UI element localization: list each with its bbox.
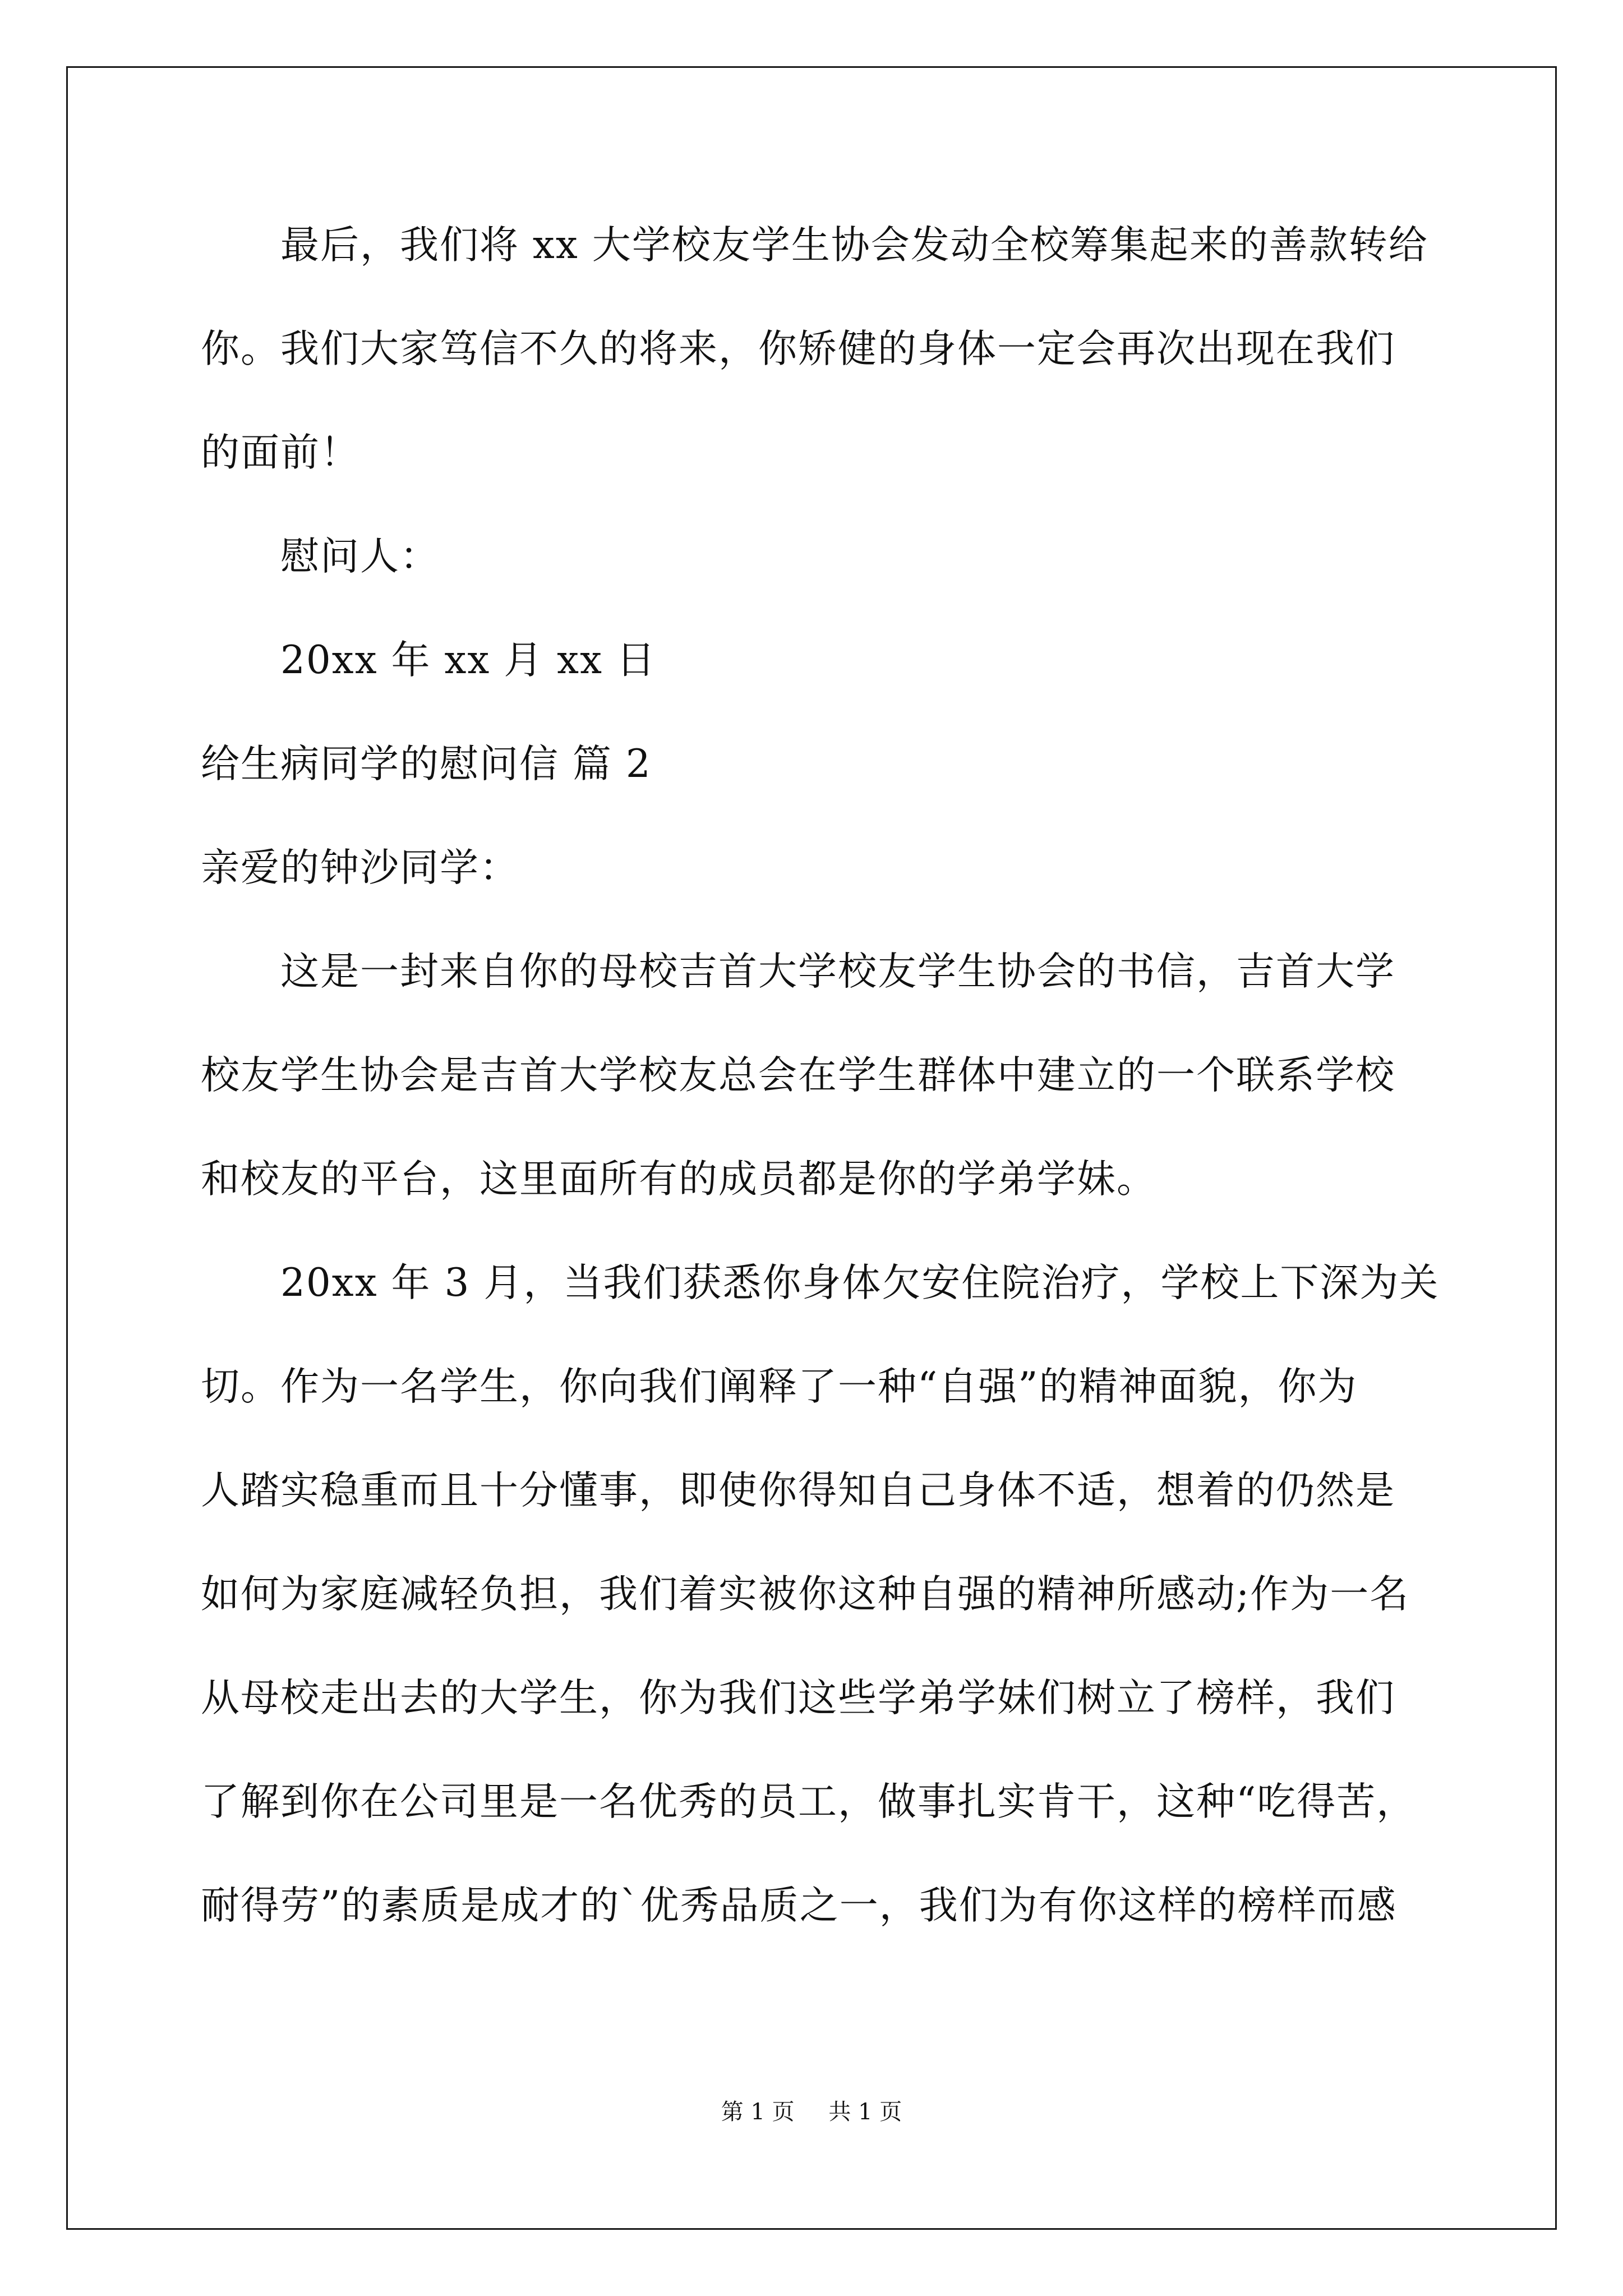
paragraph-line: 你。我们大家笃信不久的将来，你矫健的身体一定会再次出现在我们	[201, 326, 1395, 371]
signature-label: 慰问人：	[280, 534, 440, 579]
page-footer	[0, 2098, 1623, 2126]
paragraph-line: 这是一封来自你的母校吉首大学校友学生协会的书信，吉首大学	[280, 949, 1395, 994]
paragraph-line: 如何为家庭减轻负担，我们着实被你这种自强的精神所感动;作为一名	[201, 1572, 1410, 1617]
paragraph-line: 切。作为一名学生，你向我们阐释了一种“自强”的精神面貌，你为	[201, 1364, 1358, 1409]
paragraph-line: 耐得劳”的素质是成才的`优秀品质之一，我们为有你这样的榜样而感	[201, 1883, 1397, 1928]
paragraph-line: 校友学生协会是吉首大学校友总会在学生群体中建立的一个联系学校	[201, 1053, 1395, 1098]
page-number: 第 1 页	[721, 2099, 795, 2125]
date-line: 20xx 年 xx 月 xx 日	[280, 638, 656, 683]
salutation: 亲爱的钟沙同学：	[201, 845, 519, 890]
paragraph-line: 的面前！	[201, 430, 360, 475]
paragraph-line: 了解到你在公司里是一名优秀的员工，做事扎实肯干，这种“吃得苦，	[201, 1779, 1417, 1824]
paragraph-line: 人踏实稳重而且十分懂事，即使你得知自己身体不适，想着的仍然是	[201, 1468, 1395, 1513]
page-total: 共 1 页	[828, 2099, 902, 2125]
section-title: 给生病同学的慰问信 篇 2	[201, 742, 652, 786]
paragraph-line: 从母校走出去的大学生，你为我们这些学弟学妹们树立了榜样，我们	[201, 1676, 1395, 1720]
paragraph-line: 20xx 年 3 月，当我们获悉你身体欠安住院治疗，学校上下深为关	[280, 1260, 1440, 1305]
paragraph-line: 和校友的平台，这里面所有的成员都是你的学弟学妹。	[201, 1157, 1156, 1202]
paragraph-line: 最后，我们将 xx 大学校友学生协会发动全校筹集起来的善款转给	[280, 223, 1428, 268]
